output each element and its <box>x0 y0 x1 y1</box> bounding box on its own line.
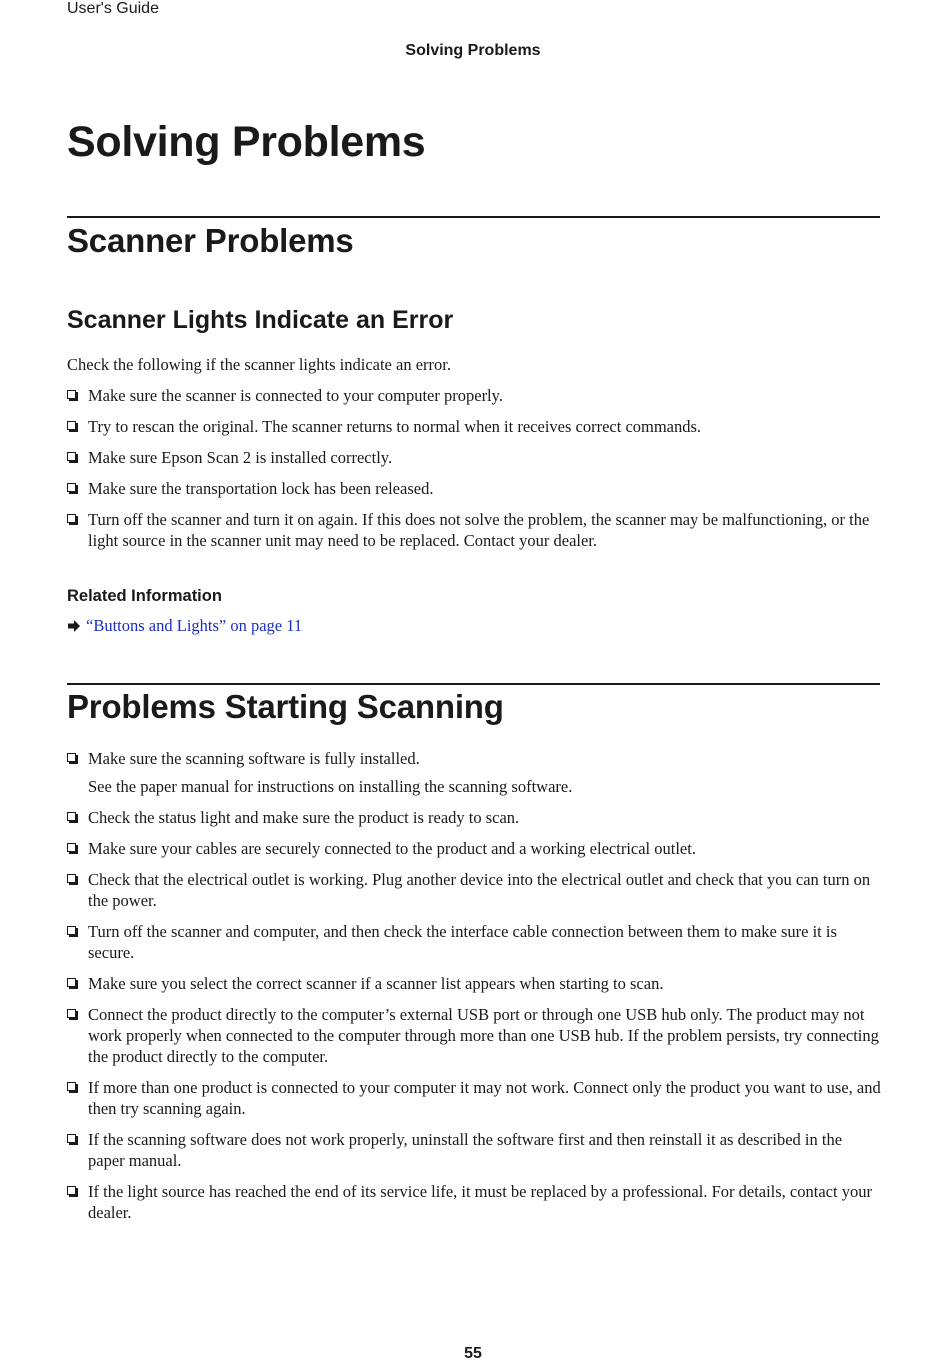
section-divider <box>67 216 880 218</box>
running-section-title: Solving Problems <box>405 42 541 59</box>
list-item <box>67 509 882 551</box>
list-item-text: Make sure your cables are securely connected to the product and a working electrical outlet. <box>88 839 696 858</box>
list-item <box>67 1004 882 1067</box>
list-item-text: Make sure the transportation lock has been released. <box>88 479 434 498</box>
list-item <box>67 973 882 994</box>
buttons-and-lights-link[interactable]: “Buttons and Lights” on page 11 <box>86 616 303 635</box>
list-item <box>67 447 882 468</box>
checkbox-bullet-icon <box>67 421 76 430</box>
list-item-note: See the paper manual for instructions on installing the scanning software. <box>88 777 573 796</box>
list-item <box>67 1181 882 1223</box>
subsection-heading-lights-error: Scanner Lights Indicate an Error <box>67 306 454 334</box>
checkbox-bullet-icon <box>67 1009 76 1018</box>
list-item-text: If the scanning software does not work properly, uninstall the software first and then reinstall it as described in the paper manual. <box>88 1130 843 1170</box>
related-link-row[interactable] <box>67 616 302 636</box>
list-item <box>67 838 882 859</box>
checkbox-bullet-icon <box>67 452 76 461</box>
page-number: 55 <box>464 1345 482 1362</box>
list-item <box>67 921 882 963</box>
list-item <box>67 748 882 769</box>
checkbox-bullet-icon <box>67 978 76 987</box>
list-item <box>67 416 882 437</box>
checkbox-bullet-icon <box>67 926 76 935</box>
arrow-right-icon <box>67 619 81 633</box>
checkbox-bullet-icon <box>67 874 76 883</box>
page-title: Solving Problems <box>67 118 426 166</box>
related-information-heading: Related Information <box>67 587 222 605</box>
lights-error-checklist <box>67 385 882 551</box>
list-item <box>67 385 882 406</box>
starting-scanning-checklist <box>67 748 882 1223</box>
checkbox-bullet-icon <box>67 1186 76 1195</box>
list-item <box>67 1077 882 1119</box>
checkbox-bullet-icon <box>67 390 76 399</box>
running-header: User's Guide <box>67 0 159 17</box>
list-item-text: If the light source has reached the end of its service life, it must be replaced by a professional. For details, contact your dealer. <box>88 1182 872 1222</box>
list-item-text: Make sure you select the correct scanner if a scanner list appears when starting to scan. <box>88 974 664 993</box>
list-item-text: Make sure the scanner is connected to your computer properly. <box>88 386 503 405</box>
checkbox-bullet-icon <box>67 843 76 852</box>
list-item-text: Connect the product directly to the computer’s external USB port or through one USB hub only. The product may not work properly when connected to the computer through more than one USB hub. If the problem persists, try connecting the product directly to the computer. <box>88 1005 879 1066</box>
section-divider <box>67 683 880 685</box>
list-item-text: Check that the electrical outlet is working. Plug another device into the electrical outlet and check that you can turn on the power. <box>88 870 871 910</box>
checkbox-bullet-icon <box>67 1082 76 1091</box>
list-item-text: If more than one product is connected to your computer it may not work. Connect only the product you want to use, and then try scanning again. <box>88 1078 881 1118</box>
checkbox-bullet-icon <box>67 514 76 523</box>
checkbox-bullet-icon <box>67 1134 76 1143</box>
checkbox-bullet-icon <box>67 753 76 762</box>
intro-paragraph: Check the following if the scanner lights indicate an error. <box>67 355 451 374</box>
checkbox-bullet-icon <box>67 812 76 821</box>
list-item <box>67 1129 882 1171</box>
section-heading-scanner-problems: Scanner Problems <box>67 222 354 259</box>
checkbox-bullet-icon <box>67 483 76 492</box>
list-item <box>67 869 882 911</box>
section-heading-starting-scanning: Problems Starting Scanning <box>67 688 504 725</box>
list-item-text: Turn off the scanner and computer, and then check the interface cable connection between them to make sure it is secure. <box>88 922 837 962</box>
list-item-text: Make sure the scanning software is fully installed. <box>88 749 420 768</box>
list-item <box>67 478 882 499</box>
list-item-text: Check the status light and make sure the product is ready to scan. <box>88 808 520 827</box>
list-item-text: Turn off the scanner and turn it on again. If this does not solve the problem, the scanner may be malfunctioning, or the light source in the scanner unit may need to be replaced. Contact your dealer. <box>88 510 870 550</box>
list-item-text: Try to rescan the original. The scanner returns to normal when it receives correct commands. <box>88 417 702 436</box>
list-item <box>67 807 882 828</box>
list-item-text: Make sure Epson Scan 2 is installed correctly. <box>88 448 393 467</box>
